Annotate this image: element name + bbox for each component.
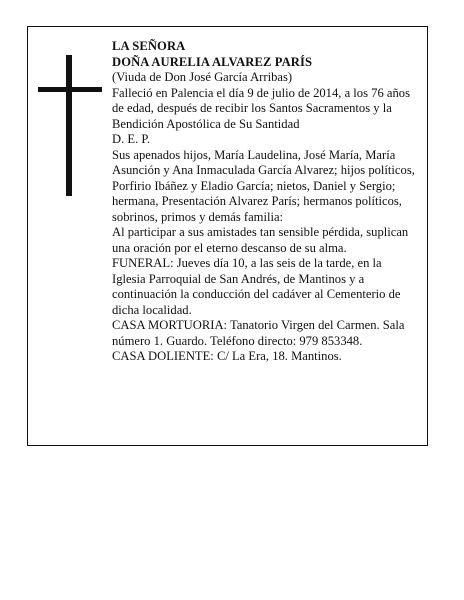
cross-vertical-bar — [66, 55, 72, 196]
cross-horizontal-bar — [38, 87, 102, 92]
mortuary-details: CASA MORTUORIA: Tanatorio Virgen del Carmen. Sala número 1. Guardo. Teléfono directo: 979 853348. — [112, 318, 405, 348]
notice-title: LA SEÑORA — [112, 39, 186, 53]
deceased-name: DOÑA AURELIA ALVAREZ PARÍS — [112, 54, 313, 69]
family-list: Sus apenados hijos, María Laudelina, José María, María Asunción y Ana Inmaculada García Alvarez; hijos políticos, Porfirio Ibáñez y Eladio García; nietos, Daniel y Sergio; hermana, Presentación Alvarez París; hermanos políticos, sobrinos, primos y demás familia: — [112, 147, 415, 224]
widow-line: (Viuda de Don José García Arribas) — [112, 70, 293, 84]
death-details: Falleció en Palencia el día 9 de julio de 2014, a los 76 años de edad, después de recibir los Santos Sacramentos y la Bendición Apostólica de Su Santidad — [112, 85, 410, 131]
funeral-details: FUNERAL: Jueves día 10, a las seis de la tarde, en la Iglesia Parroquial de San Andrés, de Mantinos y a continuación la conducción del cadáver al Cementerio de dicha localidad. — [112, 256, 401, 317]
cross-icon — [38, 55, 102, 196]
obituary-text — [112, 39, 418, 365]
rest-in-peace: D. E. P. — [112, 132, 151, 146]
prayer-request: Al participar a sus amistades tan sensible pérdida, suplican una oración por el eterno descanso de su alma. — [112, 225, 409, 255]
mourning-house: CASA DOLIENTE: C/ La Era, 18. Mantinos. — [112, 349, 342, 363]
